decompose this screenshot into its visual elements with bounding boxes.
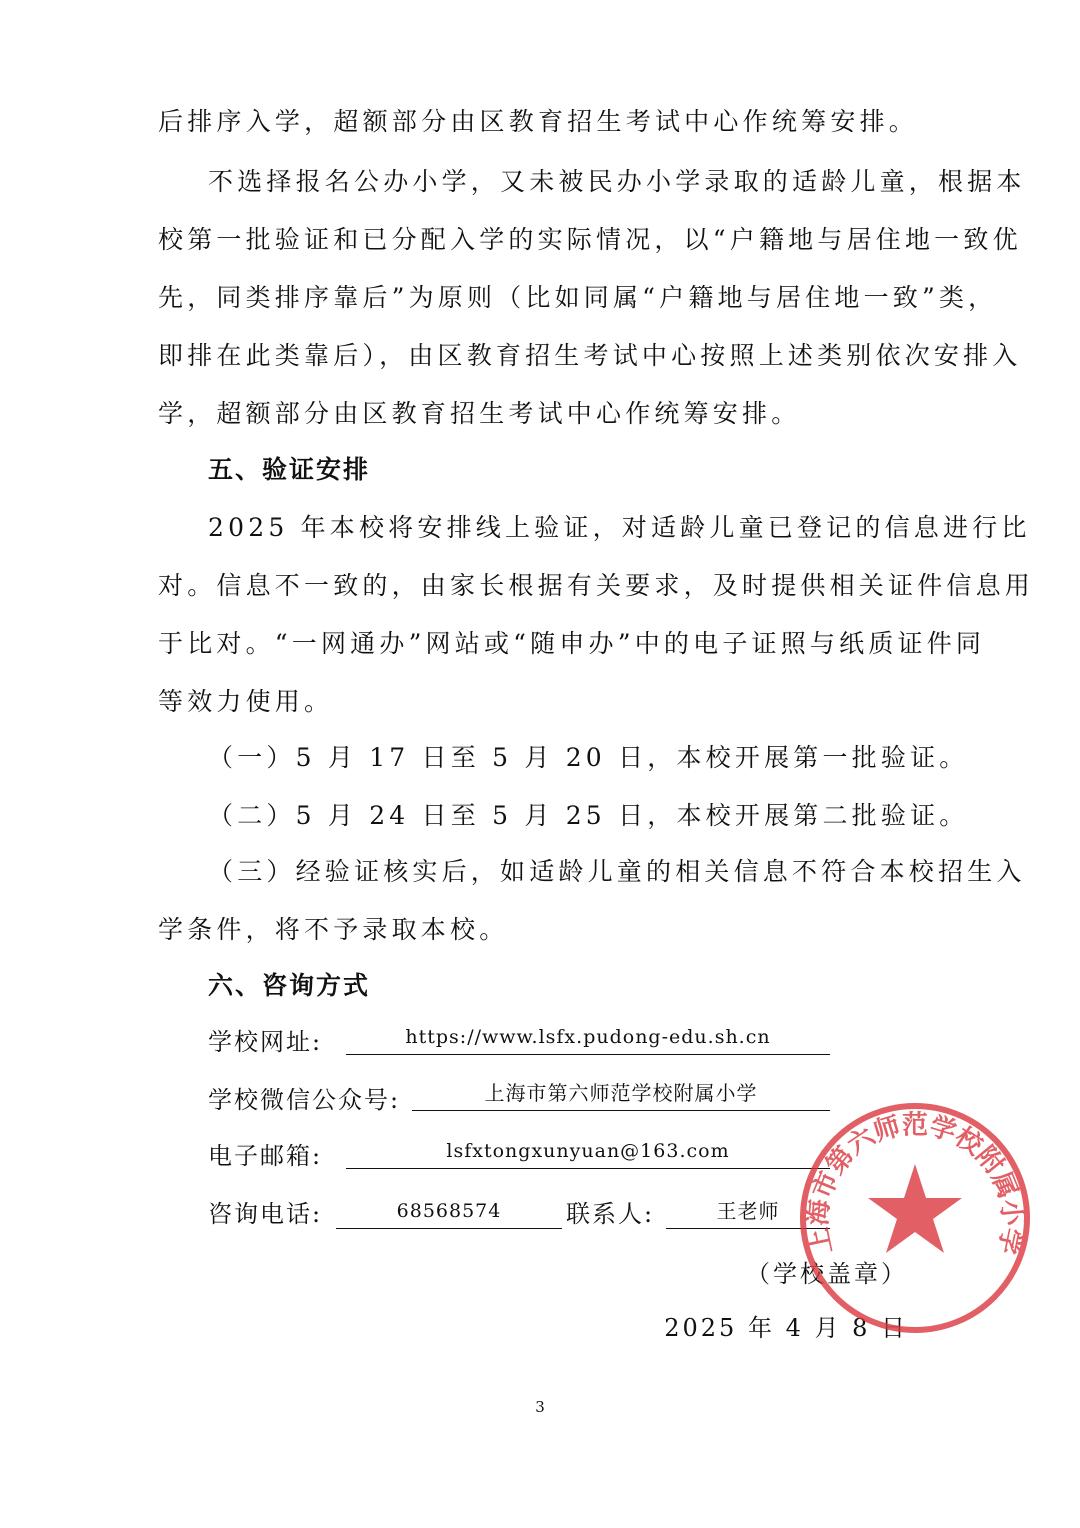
page-number: 3: [535, 1398, 545, 1416]
paragraph-line: 学，超额部分由区教育招生考试中心作统筹安排。: [158, 399, 801, 428]
email-link[interactable]: lsfxtongxunyuan@163.com: [346, 1134, 830, 1169]
seal-note: （学校盖章）: [746, 1260, 908, 1288]
email-label: 电子邮箱:: [208, 1142, 323, 1170]
official-seal-stamp: [795, 1098, 1035, 1338]
paragraph-line: 于比对。“一网通办”网站或“随申办”中的电子证照与纸质证件同: [158, 629, 986, 658]
contact-person: 王老师: [666, 1194, 830, 1229]
paragraph-line: （二）5 月 24 日至 5 月 25 日，本校开展第二批验证。: [208, 801, 969, 830]
paragraph-line: 对。信息不一致的，由家长根据有关要求，及时提供相关证件信息用: [158, 571, 1035, 600]
document-date: 2025 年 4 月 8 日: [664, 1314, 908, 1342]
paragraph-line: 后排序入学，超额部分由区教育招生考试中心作统筹安排。: [158, 107, 918, 136]
paragraph-line: 不选择报名公办小学，又未被民办小学录取的适龄儿童，根据本: [208, 167, 1026, 196]
paragraph-line: （三）经验证核实后，如适龄儿童的相关信息不符合本校招生入: [208, 857, 1026, 886]
phone-number: 68568574: [336, 1194, 562, 1229]
section-heading-6: 六、咨询方式: [208, 971, 371, 1000]
section-heading-5: 五、验证安排: [208, 455, 371, 484]
wechat-account: 上海市第六师范学校附属小学: [412, 1076, 830, 1111]
paragraph-line: （一）5 月 17 日至 5 月 20 日，本校开展第一批验证。: [208, 743, 969, 772]
website-link[interactable]: https://www.lsfx.pudong-edu.sh.cn: [346, 1020, 830, 1055]
wechat-label: 学校微信公众号:: [208, 1086, 401, 1114]
paragraph-line: 先，同类排序靠后”为原则（比如同属“户籍地与居住地一致”类，: [158, 283, 998, 312]
contact-person-label: 联系人:: [566, 1200, 655, 1228]
paragraph-line: 校第一批验证和已分配入学的实际情况，以“户籍地与居住地一致优: [158, 225, 1022, 254]
star-icon: [868, 1164, 962, 1253]
phone-label: 咨询电话:: [208, 1200, 323, 1228]
paragraph-line: 等效力使用。: [158, 687, 334, 716]
stamp-text: 上海市第六师范学校附属小学: [803, 1110, 1027, 1257]
paragraph-line: 学条件，将不予录取本校。: [158, 915, 509, 944]
paragraph-line: 2025 年本校将安排线上验证，对适龄儿童已登记的信息进行比: [208, 513, 1031, 542]
website-label: 学校网址:: [208, 1028, 323, 1056]
paragraph-line: 即排在此类靠后），由区教育招生考试中心按照上述类别依次安排入: [158, 341, 1022, 370]
